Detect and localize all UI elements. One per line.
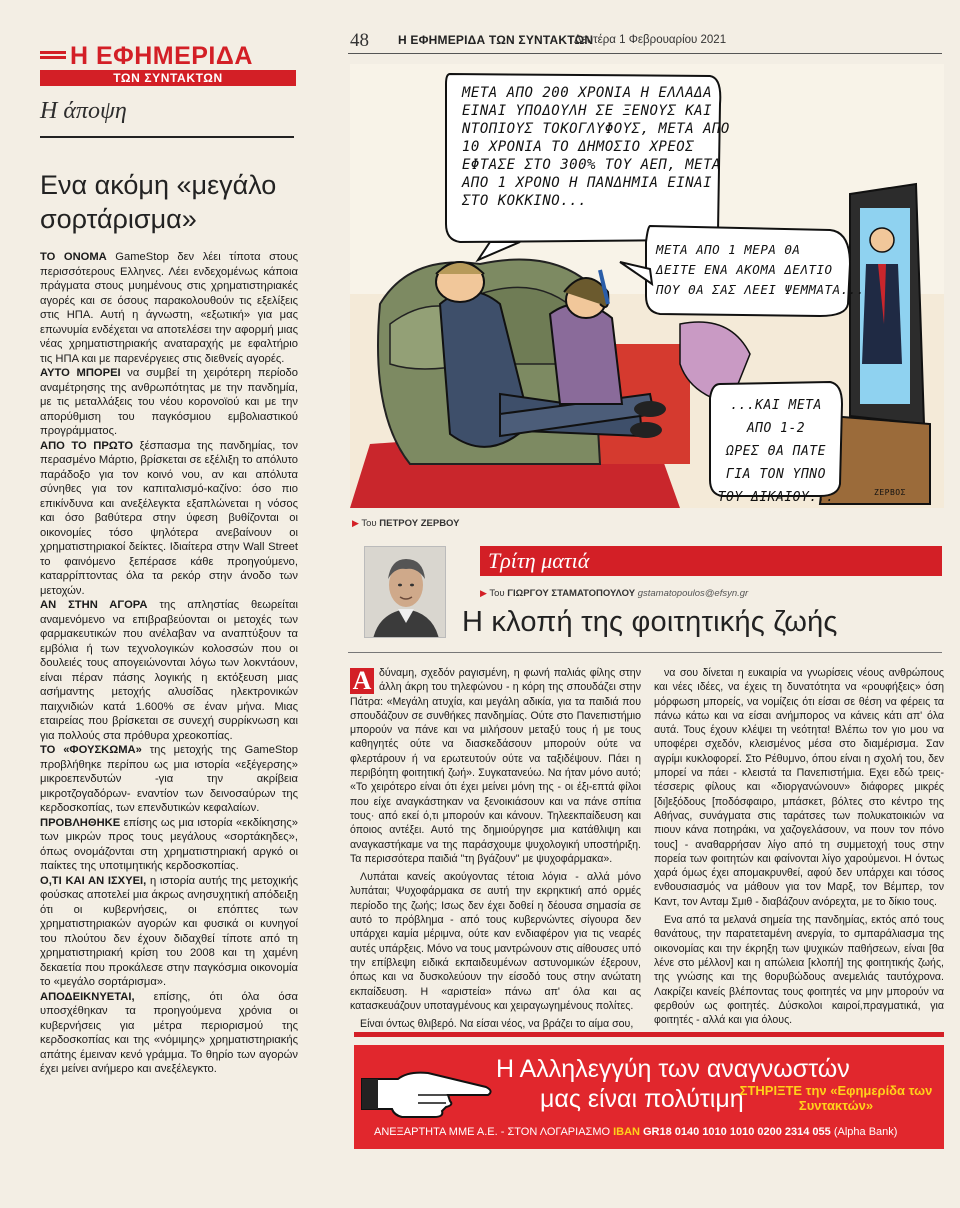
column-text: να σου δίνεται η ευκαιρία να γνωρίσεις νέους ανθρώπους και νέες ιδέες, να έχεις τη δυνατότητα να «ρουφήξεις» όση μόρφωση μπορείς, να νομίζεις ότι είσαι σε θέση να φέρεις τα πάνω κάτω και να είσαι ανήμπορος να κάνεις κάτι απ' όλα αυτά. Τους έχουν κλέψει τη νεότητα! Βλέπω τον γιο μου να υποφέρει σχεδόν, κλεισμένος μέσα στο διαμέρισμα. Σαν αγρίμι κυκλοφορεί. Στο Ρέθυμνο, όπου είναι η σχολή του, δεν μπορεί να πάει - κλειστά τα Πανεπιστήμια. Εχει εδώ τρεις-τέσσερις φίλους και «διοργανώνουν» διάφορες μικρές [δι]εξόδους [ποδόσφαιρο, μπάσκετ, βόλτες στο κέντρο της Αθήνας, συνάγματα στις ταράτσες των πολυκατοικιών να πιουν κάνα ποτηράκι, να χαζογελάσουν, να πουν τον πόνο τους] - αναθαρρήσαν λίγο από τη συμμετοχή τους στην πορεία των φοιτητών και φαίνονται λίγο χαρούμενοι. Η όντως χαρά όμως έχει απομακρυνθεί, αφού δεν υπάρχει και τόσος ενθουσιασμός να μάθουν για τον Μαρξ, τον Βέμπερ, τον Καντ, τον Ανταμ Σμιθ - διαβάζουν ανόρεχτα, με το δίκιο τους. [654, 667, 944, 908]
opinion-text: να συμβεί τη χειρότερη περίοδο αναμέτρησης της ανθρωπότητας με την πανδημία, με τις μεταλλάξεις του νέου κορονοϊού και με την απορύθμιση του παγκόσμιου εμβολιαστικού προγράμματος. [40, 367, 298, 437]
column-paragraph [350, 666, 641, 866]
column-paragraph [350, 1017, 641, 1031]
opinion-title: Ενα ακόμη «μεγάλο σορτάρισμα» [40, 170, 277, 234]
ad-headline-1: Η Αλληλεγγύη των αναγνωστών [496, 1055, 850, 1083]
ad-headline-2: μας είναι πολύτιμη [540, 1085, 744, 1113]
cartoonist-signature: ΖΕΡΒΟΣ [874, 488, 906, 497]
triangle-icon: ▶ [352, 518, 359, 528]
cartoon-credit [352, 518, 460, 529]
bubble-line: ΣΤΟ ΚΟΚΚΙΝΟ... [462, 193, 588, 209]
author-portrait [364, 546, 446, 638]
column-band-title: Τρίτη ματιά [488, 548, 590, 573]
column-rule [348, 652, 942, 653]
column-paragraph [654, 913, 944, 1027]
flag-icon [40, 51, 66, 61]
column-paragraph [654, 666, 944, 909]
cartoon-credit-name: ΠΕΤΡΟΥ ΖΕΡΒΟΥ [379, 518, 460, 529]
bubble-line: ΤΟΥ ΔΙΚΑΙΟΥ... [717, 490, 835, 505]
opinion-text: ξέσπασμα της πανδημίας, τον περασμένο Μάρτιο, βρίσκεται σε εξέλιξη το απόλυτο παράδοξο για τον κοινό νου, αν και απόλυτα σύνηθες για τον καπιταλισμό-καζίνο: όσο πιο επικίνδυνα και ανεξέλεγκτα εξαπλώνεται η νόσος και όσο βαθύτερα στην ύφεση βυθίζονται οι οικονομίες τόσο ψηλότερα ανεβαίνουν οι χρηματιστηριακοί δείκτες. Ιδιαίτερα στην Wall Street το φαινόμενο ξεπέρασε κάθε προηγούμενο, καταρρίπτοντας όλα τα ρεκόρ στην άνοδο των μετοχών. [40, 439, 298, 597]
bubble-line: 10 ΧΡΟΝΙΑ ΤΟ ΔΗΜΟΣΙΟ ΧΡΕΟΣ [462, 139, 695, 155]
opinion-body [40, 250, 298, 1077]
column-title: Η κλοπή της φοιτητικής ζωής [462, 606, 838, 638]
column-text-1 [350, 666, 641, 1035]
opinion-text: επίσης, ότι όλα όσα υποσχέθηκαν τα προηγούμενα χρόνια οι κυβερνήσεις για μέτρα περιορισμού της κερδοσκοπίας και της «νόμιμης» χρηματιστηριακής απάτης έμειναν κενό γράμμα. Το θηρίο των αγορών έχει μείνει ανήμερο και ανεξέλεγκτο. [40, 990, 298, 1075]
ad-stripe [354, 1032, 944, 1037]
masthead-title [40, 42, 296, 70]
section-label: Η άποψη [40, 98, 127, 124]
column-author-email: gstamatopoulos@efsyn.gr [637, 588, 749, 599]
opinion-paragraph [40, 874, 298, 990]
opinion-lead: ΑΠΟΔΕΙΚΝΥΕΤΑΙ, [40, 990, 135, 1003]
column-author-name: ΓΙΩΡΓΟΥ ΣΤΑΜΑΤΟΠΟΥΛΟΥ [507, 588, 636, 599]
bubble-line: ΩΡΕΣ ΘΑ ΠΑΤΕ [726, 444, 826, 459]
masthead-subtitle: ΤΩΝ ΣΥΝΤΑΚΤΩΝ [40, 70, 296, 86]
opinion-text: της απληστίας θεωρείται αναμενόμενο να επιβραβεύονται οι μετοχές των φαρμακευτικών που ανέλαβαν να αναπτύξουν τα εμβόλια ή των τεχνολογικών κολοσσών που οι δουλειές τους απογειώνονται λόγω των λοκντάουν, είναι πέραν πάσης λογικής η εκτόξευση μιας ασήμαντης μετοχής αλυσίδας ηλεκτρονικών παιχνιδιών κατά 1.600% σε έναν μήνα. Μιας εταιρείας που βρίσκεται σε συνεχή συρρίκνωση και για πολλούς στα πρόθυρα χρεοκοπίας. [40, 599, 298, 742]
header-rule [348, 53, 942, 54]
triangle-icon: ▶ [480, 588, 487, 598]
header-paper-name: Η ΕΦΗΜΕΡΙΔΑ ΤΩΝ ΣΥΝΤΑΚΤΩΝ [398, 33, 594, 47]
column-author-prefix: Του [489, 588, 508, 599]
ad-cta[interactable]: ΣΤΗΡΙΞΤΕ την «Εφημερίδα των Συντακτών» [739, 1083, 933, 1113]
opinion-paragraph [40, 990, 298, 1077]
opinion-text: η ιστορία αυτής της μετοχικής φούσκας αποτελεί μια άκρως ανησυχητική απόδειξη ότι οι κυβερνήσεις, οι επόπτες των χρηματιστηριακών αγορών και φυσικά οι κυνηγοί του πλούτου δεν έχουν διδαχθεί τίποτε από τη χρηματιστηριακή κρίση του 2008 και τη χαμένη δεκαετία που προκάλεσε στην παγκόσμια οικονομία το «μεγάλο σορτάρισμα». [40, 874, 298, 988]
ad-footer [374, 1126, 897, 1138]
ad-footer-text: ΑΝΕΞΑΡΤΗΤΑ ΜΜΕ Α.Ε. - ΣΤΟΝ ΛΟΓΑΡΙΑΣΜΟ [374, 1126, 614, 1138]
opinion-paragraph [40, 366, 298, 439]
opinion-text: GameStop δεν λέει τίποτα στους περισσότερους Ελληνες. Λέει ενδεχομένως κάποια πράγματα στους μυημένους στις χρηματιστηριακές αγορές και σε όσους παρακολουθούν τις εξελίξεις στις ΗΠΑ. Αυτή η άγνωστη, «εξωτική» για μας επωνυμία ενδέχεται να αποτελέσει την αφορμή μιας νέας χρηματιστηριακής αναταραχής με εφαλτήριο τις ΗΠΑ και με παρενέργειες στις διεθνείς αγορές. [40, 251, 298, 365]
bubble-line: ΓΙΑ ΤΟΝ ΥΠΝΟ [726, 467, 826, 482]
opinion-lead: Ο,ΤΙ ΚΑΙ ΑΝ ΙΣΧΥΕΙ, [40, 874, 147, 887]
iban-label: IBAN [613, 1126, 640, 1138]
masthead-title-text: Η ΕΦΗΜΕΡΙΔΑ [70, 41, 253, 70]
opinion-paragraph [40, 816, 298, 874]
opinion-lead: ΑΠΟ ΤΟ ΠΡΩΤΟ [40, 439, 134, 452]
opinion-paragraph [40, 598, 298, 743]
column-author [480, 588, 748, 599]
bubble-line: ΕΦΤΑΣΕ ΣΤΟ 300% ΤΟΥ ΑΕΠ, ΜΕΤΑ [462, 157, 721, 173]
reader-support-ad [354, 1045, 944, 1149]
bank-name: (Alpha Bank) [830, 1126, 898, 1138]
speech-bubble-2 [656, 240, 865, 300]
opinion-paragraph [40, 439, 298, 599]
opinion-lead: ΤΟ «ΦΟΥΣΚΩΜΑ» [40, 744, 142, 756]
page-number: 48 [350, 30, 369, 51]
column-text-2 [654, 666, 944, 1031]
cartoon-credit-prefix: Του [361, 518, 380, 529]
opinion-lead: ΤΟ ΟΝΟΜΑ [40, 251, 107, 263]
bubble-line: ΜΕΤΑ ΑΠΟ 200 ΧΡΟΝΙΑ Η ΕΛΛΑΔΑ [462, 85, 713, 101]
opinion-text: επίσης ως μια ιστορία «εκδίκησης» των μικρών προς τους μεγάλους «σορτάκηδες», όπως ονομάζονται στη χρηματιστηριακή αργκό οι παίκτες της υποτιμητικής κερδοσκοπίας. [40, 816, 298, 872]
header-date: Δευτέρα 1 Φεβρουαρίου 2021 [574, 34, 727, 46]
bubble-line: ΝΤΟΠΙΟΥΣ ΤΟΚΟΓΛΥΦΟΥΣ, ΜΕΤΑ ΑΠΟ [462, 121, 730, 137]
column-paragraph [350, 870, 641, 1013]
pointing-hand-icon [358, 1061, 498, 1123]
bubble-line: ΠΟΥ ΘΑ ΣΑΣ ΛΕΕΙ ΨΕΜΜΑΤΑ... [656, 282, 865, 297]
opinion-lead: ΑΝ ΣΤΗΝ ΑΓΟΡΑ [40, 599, 148, 611]
author-photo [365, 547, 446, 638]
opinion-lead: ΑΥΤΟ ΜΠΟΡΕΙ [40, 367, 121, 379]
divider [40, 136, 294, 138]
speech-bubble-3 [714, 394, 838, 509]
bubble-line: ...ΚΑΙ ΜΕΤΑ ΑΠΟ 1-2 [730, 398, 822, 436]
opinion-lead: ΠΡΟΒΛΗΘΗΚΕ [40, 816, 121, 829]
masthead [40, 42, 296, 86]
bubble-line: ΑΠΟ 1 ΧΡΟΝΟ Η ΠΑΝΔΗΜΙΑ ΕΙΝΑΙ [462, 175, 713, 191]
opinion-paragraph [40, 250, 298, 366]
column-text: δύναμη, σχεδόν ραγισμένη, η φωνή παλιάς φίλης στην άλλη άκρη του τηλεφώνου - η κόρη της σπουδάζει στην Πάτρα: «Μεγάλη ατυχία, και μεγάλη αδικία, για τα παιδιά που σπουδάζουν σε συνθήκες πανδημίας. Ούτε στο Πανεπιστήμιο μπορούν να πάνε και να μιλήσουν μεταξύ τους ή με τους καθηγητές ούτε να διασκεδάσουν μπορούν ούτε να φλερτάρουν ή να ερωτευτούν ούτε να ταξιδέψουν. Πάει η περιβόητη φοιτητική ζωή». Συγκατανεύω. Να ήταν μόνο αυτό; «Το χειρότερο είναι ότι έχει μείνει μόνη της - οι έξι-επτά φίλοι που είχε αναγκάστηκαν να ξενοικιάσουν και να πάνε σπίτια τους· από εκεί ό,τι μπορούν και κάνουν. Τηλεεκπαίδευση και όποιος αντέξει. Αυτό της δημιούργησε μια κατάθλιψη και αναγκαστήκαμε να της παράσχουμε ψυχολογική υποστήριξη. Τα περισσότερα παιδιά "τη βγάζουν" με ψυχοφάρμακα». [350, 667, 641, 865]
cartoon [350, 64, 944, 508]
column-text: Είναι όντως θλιβερό. Να είσαι νέος, να βράζει το αίμα σου, [360, 1018, 634, 1031]
bubble-line: ΜΕΤΑ ΑΠΟ 1 ΜΕΡΑ ΘΑ [656, 242, 801, 257]
bubble-line: ΔΕΙΤΕ ΕΝΑ ΑΚΟΜΑ ΔΕΛΤΙΟ [656, 262, 833, 277]
column-text: Λυπάται κανείς ακούγοντας τέτοια λόγια - αλλά μόνο λυπάται; Ψυχοφάρμακα σε αυτή την εκρηκτική από ορμές περίοδο της ζωής; Ισως δεν έχει δοθεί η δέουσα σημασία σε αυτό το πρόβλημα - από τους κυβερνώντες σίγουρα δεν υπάρχει καμία μέριμνα, ούτε καν ενδιαφέρον για τις νεαρές αυτές υπάρξεις. Μόνο να τους μαντρώνουν στις αίθουσες υπό την επίβλεψη ειδικά εκπαιδευμένων αστυνομικών έξερουν, όπως και να δυσκολεύουν την είσοδό τους στην ανώτατη εκπαίδευση. Η «αριστεία» πάνω απ' όλα και ας κατασκευάζουν υποταγμένους και χειραγωγημένους πολίτες. [350, 871, 641, 1012]
dropcap: Α [350, 668, 374, 694]
iban-number: GR18 0140 1010 1010 0200 2314 055 [643, 1126, 831, 1138]
bubble-line: ΕΙΝΑΙ ΥΠΟΔΟΥΛΗ ΣΕ ΞΕΝΟΥΣ ΚΑΙ [462, 103, 713, 119]
opinion-paragraph [40, 743, 298, 816]
column-text: Ενα από τα μελανά σημεία της πανδημίας, εκτός από τους θανάτους, την παρατεταμένη ανεργία, το σμπαράλιασμα της οικονομίας και την έκρηξη των ψυχικών παθήσεων, είναι [θα λένε στο μέλλον] και η απώλεια [κλοπή] της φοιτητικής ζωής, της γνώσης και της θορυβώδους ανεμελιάς ταυτόχρονα. Λακρίζει κανείς βλέποντας τους φοιτητές να μην μπορούν να φερθούν ως φοιτητές. Δύσκολοι καιροί,πραγματικά, για φοιτητές - αλλά και για όλους. [654, 914, 944, 1027]
speech-bubble-1 [462, 84, 730, 210]
opinion-text: της μετοχής της GameStop προβλήθηκε περίπου ως μια ιστορία «εξέγερσης» μικροεπενδυτών -για την ακρίβεια μικροτζογαδόρων- εναντίον των δεινοσαύρων της κερδοσκοπίας, των επενδυτικών κεφαλαίων. [40, 744, 298, 814]
